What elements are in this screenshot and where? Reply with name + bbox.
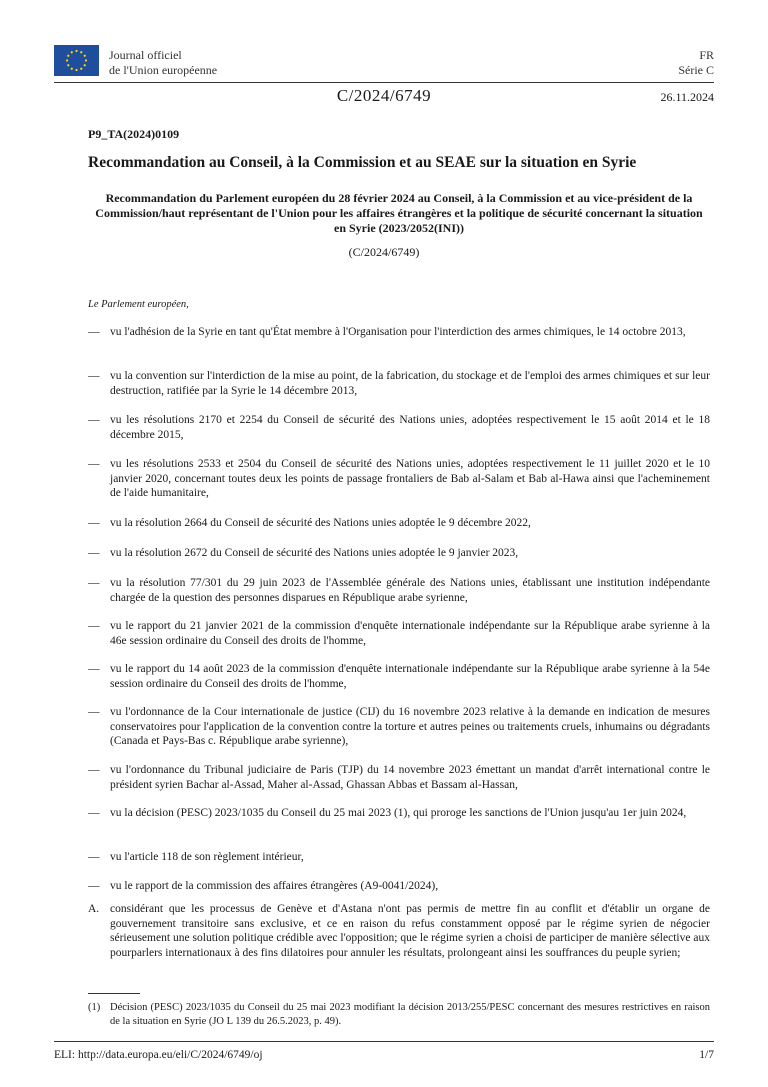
eu-star-icon [80, 68, 82, 70]
citation-text: vu les résolutions 2170 et 2254 du Conseil de sécurité des Nations unies, adoptées respectivement le 15 août 2014 et le 18 décembre 2015, [110, 414, 710, 441]
citation-text: vu l'article 118 de son règlement intérieur, [110, 851, 304, 863]
footnote [88, 1001, 710, 1029]
dash-marker: — [88, 880, 100, 892]
recital-text: considérant que les processus de Genève et d'Astana n'ont pas permis de mettre fin au conflit et d'établir un organe de gouvernement transitoire sans exclusive, et ce en raison du refus constamment opposé par le régime syrien de négocier sérieusement une solution politique crédible avec l'opposition; que le régime syrien a choisi de participer de manière sélective aux pourparlers internationaux à des fins dilatoires pour annuler les résultats, prolongeant ainsi les souffrances du peuple syrien; [110, 903, 710, 959]
citation-text: vu les résolutions 2533 et 2504 du Conseil de sécurité des Nations unies, adoptées respectivement le 11 juillet 2020 et le 10 janvier 2020, concernant toutes deux les points de passage frontaliers de Bab al-Salam et Bab al-Hawa ainsi que l'acheminement de l'aide humanitaire, [110, 458, 710, 499]
eu-star-icon [71, 51, 73, 53]
citation-text: vu l'adhésion de la Syrie en tant qu'État membre à l'Organisation pour l'interdiction des armes chimiques, le 14 octobre 2013, [110, 326, 686, 338]
sub-reference: (C/2024/6749) [348, 245, 420, 259]
citation-text: vu la décision (PESC) 2023/1035 du Conseil du 25 mai 2023 (1), qui proroge les sanctions de l'Union jusqu'au 1er juin 2024, [110, 807, 687, 819]
citation-text: vu le rapport du 14 août 2023 de la commission d'enquête internationale indépendante sur la République arabe syrienne à la 54e session ordinaire du Conseil des droits de l'homme, [110, 663, 710, 690]
intro-line: Le Parlement européen, [88, 299, 189, 310]
document-number: C/2024/6749 [336, 86, 432, 105]
publication-date: 26.11.2024 [660, 90, 714, 104]
dash-marker: — [88, 620, 100, 632]
footnote-marker: (1) [88, 1002, 101, 1013]
eu-star-icon [85, 59, 87, 61]
citation-item [88, 516, 710, 531]
dash-marker: — [88, 517, 100, 529]
eu-flag-logo [54, 45, 99, 76]
dash-marker: — [88, 851, 100, 863]
dash-marker: — [88, 706, 100, 718]
citation-text: vu la convention sur l'interdiction de la mise au point, de la fabrication, du stockage et de l'emploi des armes chimiques et sur leur destruction, ratifiée par la Syrie le 14 décembre 2013, [110, 370, 710, 397]
journal-line-1: Journal officiel [109, 48, 182, 62]
citation-item [88, 546, 710, 561]
footnote-divider [88, 993, 140, 994]
citation-text: vu l'ordonnance de la Cour internationale de justice (CIJ) du 16 novembre 2023 relative à la demande en indication de mesures conservatoires pour l'application de la convention contre la torture et autres peines ou traitements cruels, inhumains ou dégradants (Canada et Pays-Bas c. République arabe syrienne), [110, 706, 710, 747]
journal-title [109, 48, 217, 78]
document-subtitle: Recommandation du Parlement européen du 28 février 2024 au Conseil, à la Commission et au vice-président de la Commission/haut représentant de l'Union pour les affaires étrangères et la politique de sécurité concernant la situation en Syrie (2023/2052(INI)) [95, 191, 703, 235]
citation-text: vu le rapport de la commission des affaires étrangères (A9-0041/2024), [110, 880, 439, 892]
document-reference: P9_TA(2024)0109 [88, 127, 180, 141]
eli-link[interactable]: ELI: http://data.europa.eu/eli/C/2024/6749/oj [54, 1049, 263, 1061]
journal-line-2: de l'Union européenne [109, 63, 218, 77]
language-code: FR [699, 48, 714, 62]
dash-marker: — [88, 414, 100, 426]
citation-item [88, 806, 710, 821]
citation-text: vu le rapport du 21 janvier 2021 de la commission d'enquête internationale indépendante sur la République arabe syrienne à la 46e session ordinaire du Conseil des droits de l'homme, [110, 620, 710, 647]
eu-star-icon [84, 55, 86, 57]
eu-star-icon [84, 64, 86, 66]
citation-item [88, 879, 710, 894]
dash-marker: — [88, 764, 100, 776]
footer-divider [54, 1041, 714, 1042]
citation-text: vu la résolution 2664 du Conseil de sécurité des Nations unies adoptée le 9 décembre 2022, [110, 517, 531, 529]
citation-text: vu la résolution 2672 du Conseil de sécurité des Nations unies adoptée le 9 janvier 2023, [110, 547, 519, 559]
recital-a [88, 902, 710, 960]
dash-marker: — [88, 458, 100, 470]
citation-item [88, 325, 710, 340]
dash-marker: — [88, 663, 100, 675]
citation-item [88, 850, 710, 865]
footnote-text: Décision (PESC) 2023/1035 du Conseil du 25 mai 2023 modifiant la décision 2013/255/PESC concernant des mesures restrictives en raison de la situation en Syrie (JO L 139 du 26.5.2023, p. 49). [110, 1002, 710, 1027]
header-divider [54, 82, 714, 83]
eu-star-icon [67, 64, 69, 66]
page-title: Recommandation au Conseil, à la Commission et au SEAE sur la situation en Syrie [88, 154, 637, 171]
page-number: 1/7 [699, 1049, 714, 1061]
eu-star-icon [71, 68, 73, 70]
eu-star-icon [67, 55, 69, 57]
citation-item [88, 763, 710, 792]
citation-item [88, 413, 710, 442]
citation-item [88, 369, 710, 398]
eu-star-icon [66, 59, 68, 61]
dash-marker: — [88, 370, 100, 382]
dash-marker: — [88, 807, 100, 819]
dash-marker: — [88, 547, 100, 559]
recital-label: A. [88, 903, 100, 915]
citation-item [88, 662, 710, 691]
dash-marker: — [88, 577, 100, 589]
eu-star-icon [75, 50, 77, 52]
eu-stars-icon [54, 45, 99, 76]
citation-text: vu la résolution 77/301 du 29 juin 2023 de l'Assemblée générale des Nations unies, établissant une institution indépendante chargée de la question des personnes disparues en République arabe syrienne, [110, 577, 710, 604]
eu-star-icon [75, 69, 77, 71]
citation-item [88, 619, 710, 648]
citation-item [88, 457, 710, 501]
citation-item [88, 705, 710, 749]
language-series [678, 48, 714, 78]
eu-star-icon [80, 51, 82, 53]
dash-marker: — [88, 326, 100, 338]
citation-item [88, 576, 710, 605]
citation-text: vu l'ordonnance du Tribunal judiciaire de Paris (TJP) du 14 novembre 2023 émettant un mandat d'arrêt international contre le président syrien Bachar al-Assad, Maher al-Assad, Ghassan Abbas et Bassam al-Hassan, [110, 764, 710, 791]
series-label: Série C [678, 63, 714, 77]
